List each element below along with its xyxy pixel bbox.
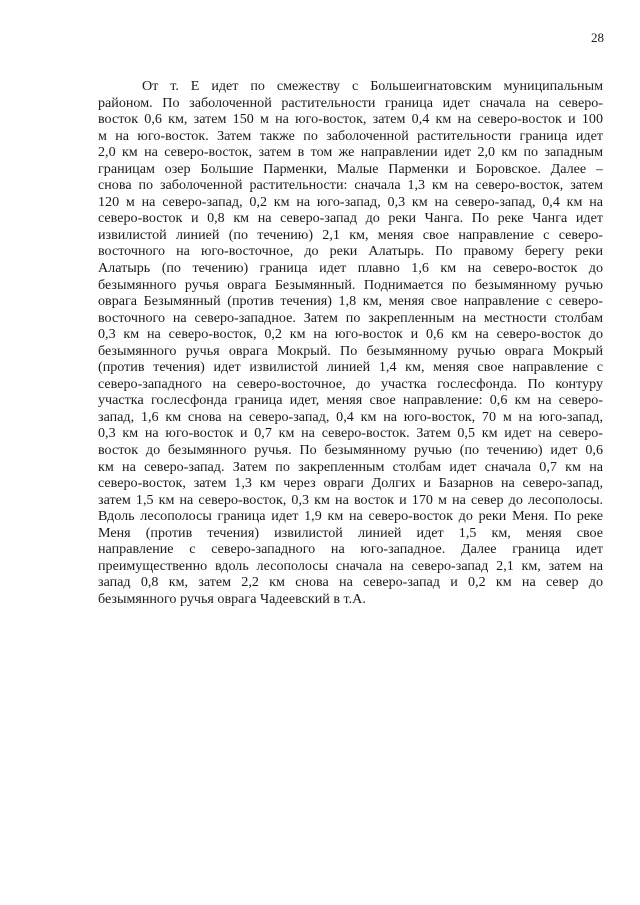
paragraph-line: м на юго-восток. Затем также по заболоченной растительности граница идет <box>98 127 603 144</box>
paragraph-line: затем 1,5 км на северо-восток, 0,3 км на восток и 170 м на север до лесополосы. <box>98 491 603 508</box>
paragraph-line: (против течения) идет извилистой линией 1,4 км, меняя свое направление с <box>98 359 603 376</box>
paragraph-line: км на северо-запад. Затем по закрепленным столбам идет сначала 0,7 км на <box>98 458 603 475</box>
paragraph-line: восточного на северо-западное. Затем по закрепленным на местности столбам <box>98 309 603 326</box>
paragraph-line: безымянного ручья оврага Чадеевский в т.А. <box>98 590 366 607</box>
paragraph-line: безымянного ручья оврага Мокрый. По безымянному ручью оврага Мокрый <box>98 342 603 359</box>
paragraph-line: 0,3 км на юго-восток и 0,7 км на северо-восток. Затем 0,5 км идет на северо- <box>98 425 603 442</box>
paragraph-line: безымянного ручья оврага Безымянный. Поднимается по безымянному ручью <box>98 276 603 293</box>
paragraph-line: 2,0 км на северо-восток, затем в том же направлении идет 2,0 км по западным <box>98 144 603 161</box>
paragraph-line: границам озер Большие Парменки, Малые Парменки и Боровское. Далее – <box>98 160 603 177</box>
paragraph-line: северо-восток и 0,8 км на северо-запад до реки Чанга. По реке Чанга идет <box>98 210 603 227</box>
paragraph-line: северо-восток, затем 1,3 км через овраги Долгих и Базарнов на северо-запад, <box>98 475 603 492</box>
paragraph-line: Алатырь (по течению) граница идет плавно 1,6 км на северо-восток до <box>98 260 603 277</box>
paragraph-line: восток 0,6 км, затем 150 м на юго-восток, затем 0,4 км на северо-восток и 100 <box>98 111 603 128</box>
paragraph-line: направление с северо-западного на юго-западное. Далее граница идет <box>98 541 603 558</box>
paragraph-line: запад 0,8 км, затем 2,2 км снова на северо-запад и 0,2 км на север до <box>98 574 603 591</box>
paragraph-line: Вдоль лесополосы граница идет 1,9 км на северо-восток до реки Меня. По реке <box>98 508 603 525</box>
body-paragraph <box>98 78 603 608</box>
paragraph-line: оврага Безымянный (против течения) 1,8 км, меняя свое направление с северо- <box>98 293 603 310</box>
page-number: 28 <box>591 30 604 45</box>
paragraph-line: восточного на юго-восточное, до реки Алатырь. По правому берегу реки <box>98 243 603 260</box>
paragraph-line: преимущественно вдоль лесополосы сначала на северо-запад 2,1 км, затем на <box>98 557 603 574</box>
paragraph-line: северо-западного на северо-восточное, до участка гослесфонда. По контуру <box>98 375 603 392</box>
paragraph-line: запад, 1,6 км снова на северо-запад, 0,4 км на юго-восток, 70 м на юго-запад, <box>98 408 603 425</box>
paragraph-line: извилистой линией (по течению) 2,1 км, меняя свое направление с северо- <box>98 226 603 243</box>
paragraph-line: снова по заболоченной растительности: сначала 1,3 км на северо-восток, затем <box>98 177 603 194</box>
paragraph-line: 120 м на северо-запад, 0,2 км на юго-запад, 0,3 км на северо-запад, 0,4 км на <box>98 193 603 210</box>
paragraph-line: районом. По заболоченной растительности граница идет сначала на северо- <box>98 94 603 111</box>
paragraph-line: Меня (против течения) извилистой линией идет 1,5 км, меняя свое <box>98 524 603 541</box>
paragraph-line: 0,3 км на северо-восток, 0,2 км на юго-восток и 0,6 км на северо-восток до <box>98 326 603 343</box>
paragraph-line: участка гослесфонда граница идет, меняя свое направление: 0,6 км на северо- <box>98 392 603 409</box>
paragraph-line: восток до безымянного ручья. По безымянному ручью (по течению) идет 0,6 <box>98 442 603 459</box>
paragraph-line: От т. Е идет по смежеству с Большеигнатовским муниципальным <box>142 78 603 94</box>
